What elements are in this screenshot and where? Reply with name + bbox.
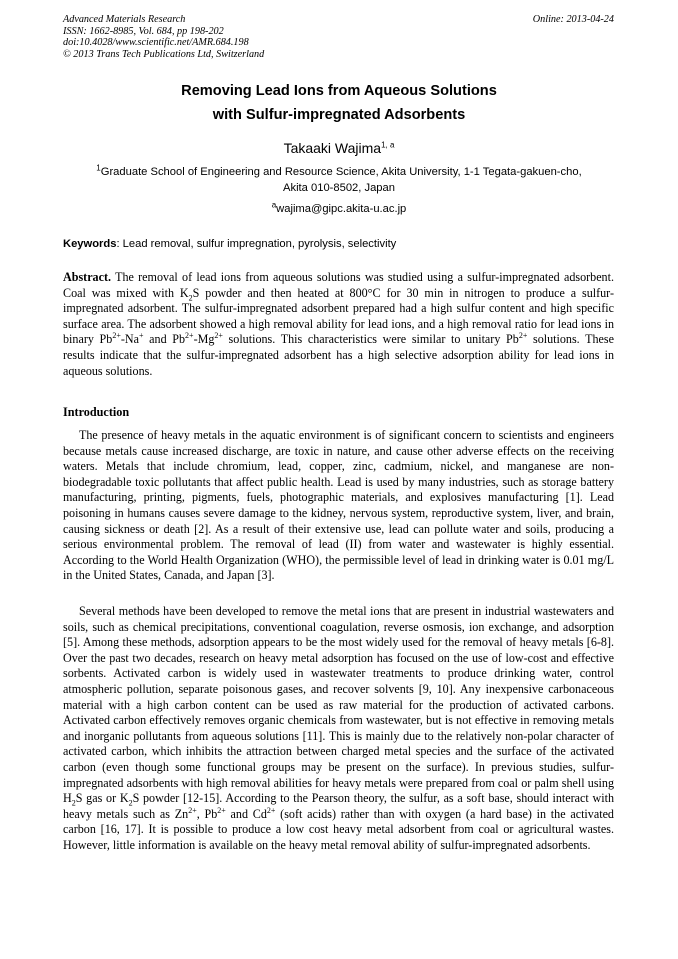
superscript: 2+	[214, 331, 223, 341]
abstract-text: S powder and then heated at 800°C for 30 min in nitrogen to produce a sulfur-impregnated adsorbent. The sulfur-impregnated adsorbent prepared had a high sulfur content and high specific surface area. The adsorbent showed a high removal ability for lead ions, and a high removal ratio for lead ions in binary Pb	[63, 285, 614, 347]
superscript: 2+	[266, 805, 276, 815]
abstract-text: solutions. This characteristics were similar to unitary Pb	[222, 332, 519, 347]
keywords-text: : Lead removal, sulfur impregnation, pyrolysis, selectivity	[116, 238, 397, 250]
issn-line: ISSN: 1662-8985, Vol. 684, pp 198-202	[63, 25, 224, 37]
abstract-label: Abstract.	[63, 270, 112, 284]
abstract-text: -Mg	[193, 332, 215, 347]
text-run: , Pb	[196, 806, 218, 821]
intro-paragraph-1	[63, 428, 614, 584]
subscript: 2	[188, 293, 193, 302]
abstract-text: and Pb	[143, 332, 186, 347]
superscript: 2+	[185, 331, 194, 341]
affiliation-line-1: Graduate School of Engineering and Resource Science, Akita University, 1-1 Tegata-gakuen-cho,	[100, 166, 582, 178]
paper-title	[0, 79, 678, 127]
abstract	[63, 270, 614, 379]
author	[0, 139, 678, 157]
text-run: S powder [12-15]. According to the Pearson theory, the sulfur, as a soft base, should interact with heavy metals such as Zn	[63, 791, 614, 821]
intro-paragraph-2	[63, 604, 614, 854]
superscript: 2+	[217, 805, 226, 815]
section-heading-introduction: Introduction	[63, 405, 130, 419]
subscript: 2	[128, 798, 133, 808]
doi-line: doi:10.4028/www.scientific.net/AMR.684.198	[63, 37, 249, 49]
author-superscript: 1, a	[381, 140, 395, 150]
affiliation-line-2: Akita 010-8502, Japan	[283, 182, 395, 194]
keywords-label: Keywords	[63, 238, 117, 250]
journal-header	[63, 14, 264, 60]
superscript: 2+	[112, 331, 121, 341]
superscript: +	[138, 331, 144, 341]
superscript: 2+	[518, 331, 528, 341]
text-run: and Cd	[225, 806, 267, 821]
abstract-text: The removal of lead ions from aqueous solutions was studied using a sulfur-impregnated adsorbent. Coal was mixed with K	[63, 270, 614, 300]
superscript: 2+	[188, 805, 197, 815]
email-superscript: a	[271, 200, 277, 210]
paragraph-text: The presence of heavy metals in the aquatic environment is of significant concern to scientists and engineers because metals cause increased discharge, are toxic in nature, and cause other adverse effects on the receiving waters. Metals that include chromium, lead, copper, zinc, cadmium, nickel, and manganese are non-biodegradable toxic pollutants that affect public health. Lead is used by many industries, such as storage battery manufacturing, printing, pigments, fuels, photographic materials, and explosives manufacturing [1]. Lead poisoning in humans causes severe damage to the kidney, nervous system, reproductive system, liver, and brain, causing sickness or death [2]. As a result of their extensive use, lead can pollute water and soils, producing a serious environmental problem. The removal of lead (II) from water and wastewater is highly essential. According to the World Health Organization (WHO), the permissible level of lead in drinking water is 0.01 mg/L in the United States, Canada, and Japan [3].	[63, 428, 614, 583]
subscript: 2	[71, 798, 76, 808]
affiliation-superscript: 1	[96, 163, 101, 173]
abstract-text: solutions. These results indicate that the sulfur-impregnated adsorbent has a high selective adsorption ability for lead ions in aqueous solutions.	[63, 332, 614, 378]
copyright-line: © 2013 Trans Tech Publications Ltd, Switzerland	[63, 48, 265, 60]
email-address: wajima@gipc.akita-u.ac.jp	[276, 203, 407, 215]
abstract-text: -Na	[120, 332, 139, 347]
author-email	[0, 201, 678, 217]
affiliation	[63, 164, 615, 196]
keywords	[63, 236, 615, 252]
title-line-1: Removing Lead Ions from Aqueous Solutions	[181, 83, 497, 99]
title-line-2: with Sulfur-impregnated Adsorbents	[212, 107, 466, 123]
online-date: Online: 2013-04-24	[532, 14, 614, 25]
paragraph-text	[63, 604, 614, 854]
text-run: Several methods have been developed to remove the metal ions that are present in industrial wastewaters and soils, such as chemical precipitations, conventional coagulation, reverse osmosis, ion exchange, and adsorption [5]. Among these methods, adsorption appears to be the most widely used for the removal of heavy metals [6-8]. Over the past two decades, research on heavy metal adsorption has focused on the use of low-cost and effective sorbents. Activated carbon is widely used in wastewater treatments to produce drinking water, control atmospheric pollution, separate poisonous gases, and recover solvents [9, 10]. Any inexpensive carbonaceous material with a high carbon content can be used as raw material for the production of activated carbons. Activated carbon effectively removes organic chemicals from wastewater, but is not effective in removing metals and inorganic pollutants from aqueous solutions [11]. This is mainly due to the relatively non-polar character of activated carbon, which inhibits the attraction between charged metal species and the surface of the activated carbon (even though some functional groups may be present on the surface). In previous studies, sulfur-impregnated adsorbents with high removal abilities for heavy metals were prepared from coal or palm shell using H	[63, 604, 614, 806]
author-name: Takaaki Wajima	[283, 140, 382, 156]
text-run: S gas or K	[75, 791, 129, 806]
journal-name: Advanced Materials Research	[63, 14, 186, 25]
text-run: (soft acids) rather than with oxygen (a hard base) in the activated carbon [16, 17]. It is possible to produce a low cost heavy metal adsorbent from coal or agricultural wastes. However, little information is available on the heavy metal removal ability of sulfur-impregnated adsorbents.	[63, 806, 614, 852]
